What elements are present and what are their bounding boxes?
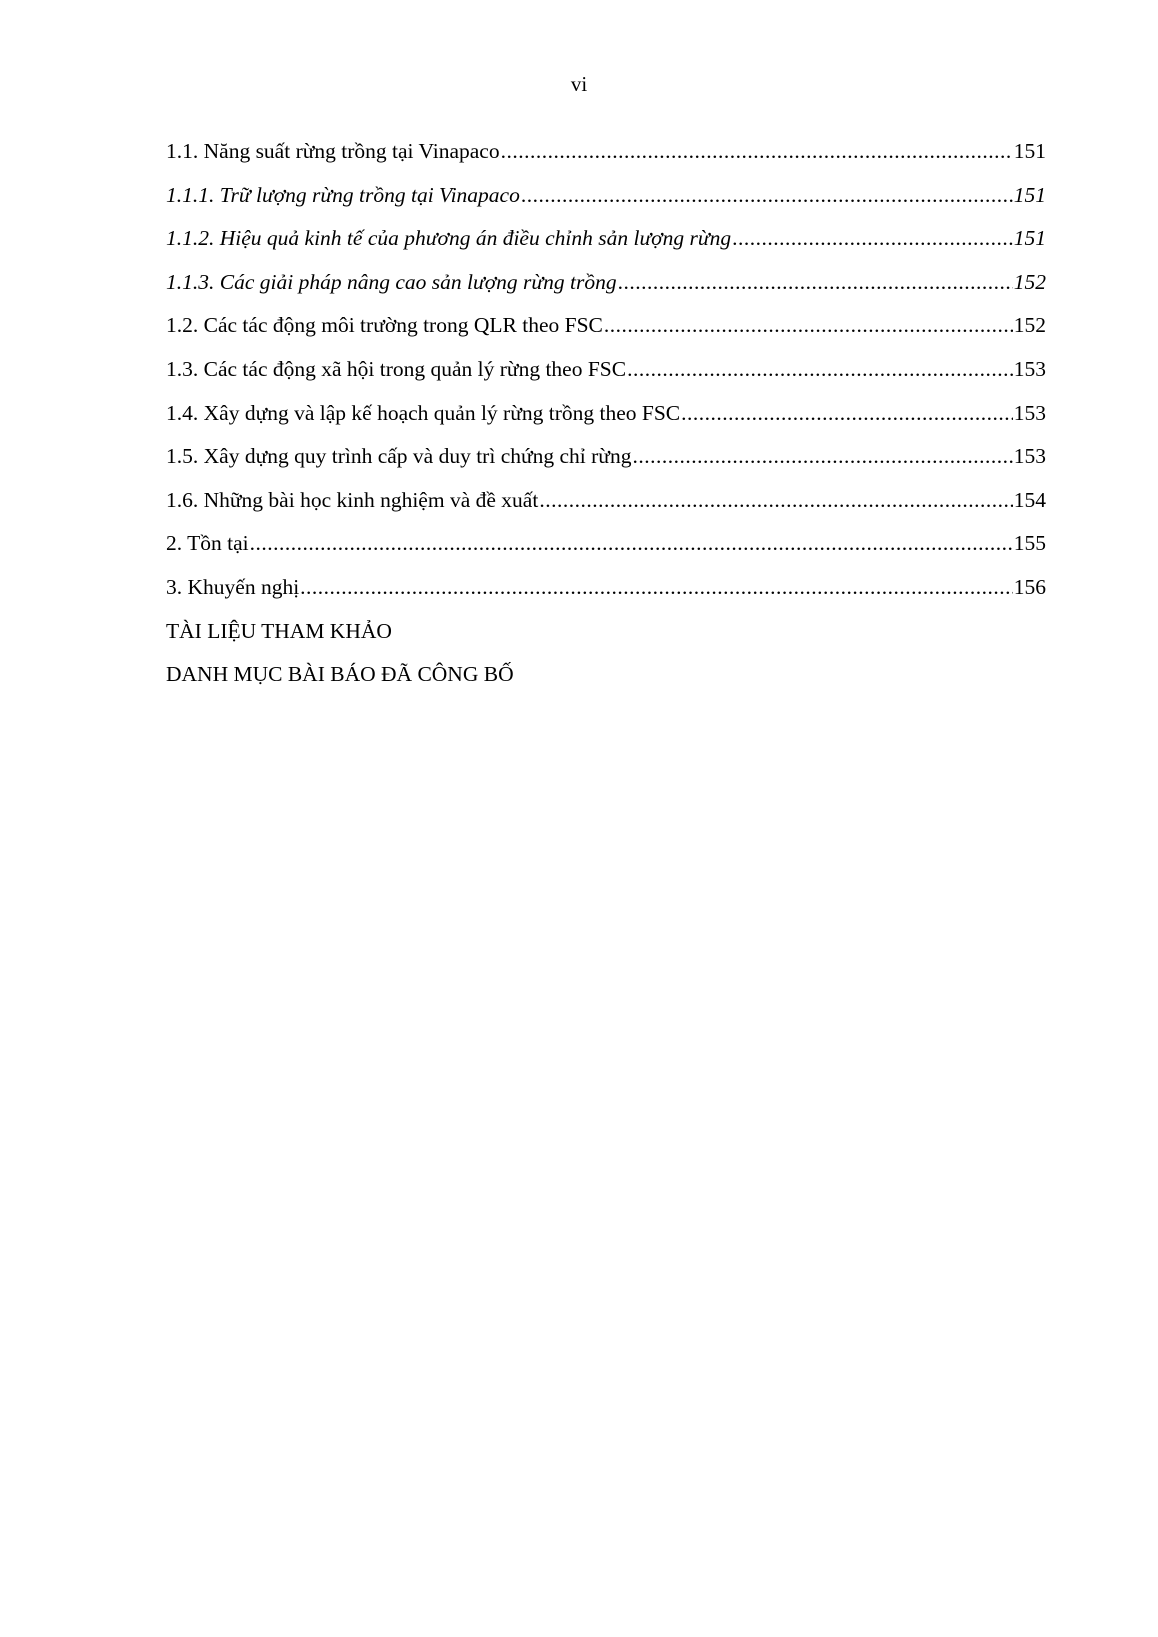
toc-dot-leader (539, 488, 1012, 512)
toc-heading-publications[interactable]: DANH MỤC BÀI BÁO ĐÃ CÔNG BỐ (166, 662, 514, 687)
toc-entry[interactable] (166, 531, 1046, 575)
toc-entry[interactable] (166, 270, 1046, 314)
toc-dot-leader (632, 444, 1012, 468)
toc-dot-leader (501, 139, 1013, 163)
toc-entry-title: 1.1.1. Trữ lượng rừng trồng tại Vinapaco (166, 182, 520, 207)
toc-entry-page: 156 (1013, 574, 1046, 599)
toc-dot-leader (300, 575, 1013, 599)
toc-entry-page: 155 (1013, 531, 1046, 556)
toc-dot-leader (627, 357, 1013, 381)
toc-entry[interactable] (166, 357, 1046, 401)
toc-dot-leader (618, 270, 1013, 294)
toc-dot-leader (604, 313, 1013, 337)
toc-entry-page: 153 (1013, 444, 1046, 469)
toc-entry-page: 153 (1013, 356, 1046, 381)
toc-entry[interactable] (166, 183, 1046, 227)
toc-entry-title: 2. Tồn tại (166, 531, 249, 556)
toc-heading-references[interactable]: TÀI LIỆU THAM KHẢO (166, 618, 392, 643)
toc-entry-title: 1.4. Xây dựng và lập kế hoạch quản lý rừng trồng theo FSC (166, 400, 681, 425)
toc-entry-page: 152 (1013, 269, 1046, 294)
toc-entry[interactable] (166, 401, 1046, 445)
table-of-contents (166, 139, 1046, 706)
toc-entry-title: 1.1. Năng suất rừng trồng tại Vinapaco (166, 139, 500, 163)
toc-entry-page: 153 (1013, 400, 1046, 425)
toc-entry-page: 154 (1013, 487, 1046, 512)
toc-entry-title: 1.5. Xây dựng quy trình cấp và duy trì chứng chỉ rừng (166, 444, 632, 469)
toc-entry-title: 1.3. Các tác động xã hội trong quản lý rừng theo FSC (166, 356, 627, 381)
toc-dot-leader (681, 401, 1013, 425)
toc-entry[interactable] (166, 488, 1046, 532)
toc-entry-page: 151 (1013, 139, 1046, 163)
toc-entry[interactable] (166, 313, 1046, 357)
toc-dot-leader (250, 531, 1013, 555)
toc-entry-title: 3. Khuyến nghị (166, 574, 300, 599)
page-number: vi (570, 72, 588, 96)
toc-entry-title: 1.1.2. Hiệu quả kinh tế của phương án điều chỉnh sản lượng rừng (166, 226, 732, 251)
toc-entry-page: 151 (1013, 182, 1046, 207)
toc-entry-title: 1.6. Những bài học kinh nghiệm và đề xuất (166, 487, 539, 512)
toc-entry-page: 151 (1013, 226, 1046, 251)
toc-entry-page: 152 (1013, 313, 1046, 338)
toc-entry[interactable] (166, 226, 1046, 270)
toc-entry[interactable] (166, 444, 1046, 488)
toc-entry[interactable] (166, 139, 1046, 183)
toc-entry-title: 1.2. Các tác động môi trường trong QLR theo FSC (166, 313, 603, 338)
toc-dot-leader (732, 226, 1013, 250)
toc-entry-title: 1.1.3. Các giải pháp nâng cao sản lượng rừng trồng (166, 269, 617, 294)
toc-entry[interactable] (166, 575, 1046, 619)
toc-dot-leader (521, 183, 1013, 207)
